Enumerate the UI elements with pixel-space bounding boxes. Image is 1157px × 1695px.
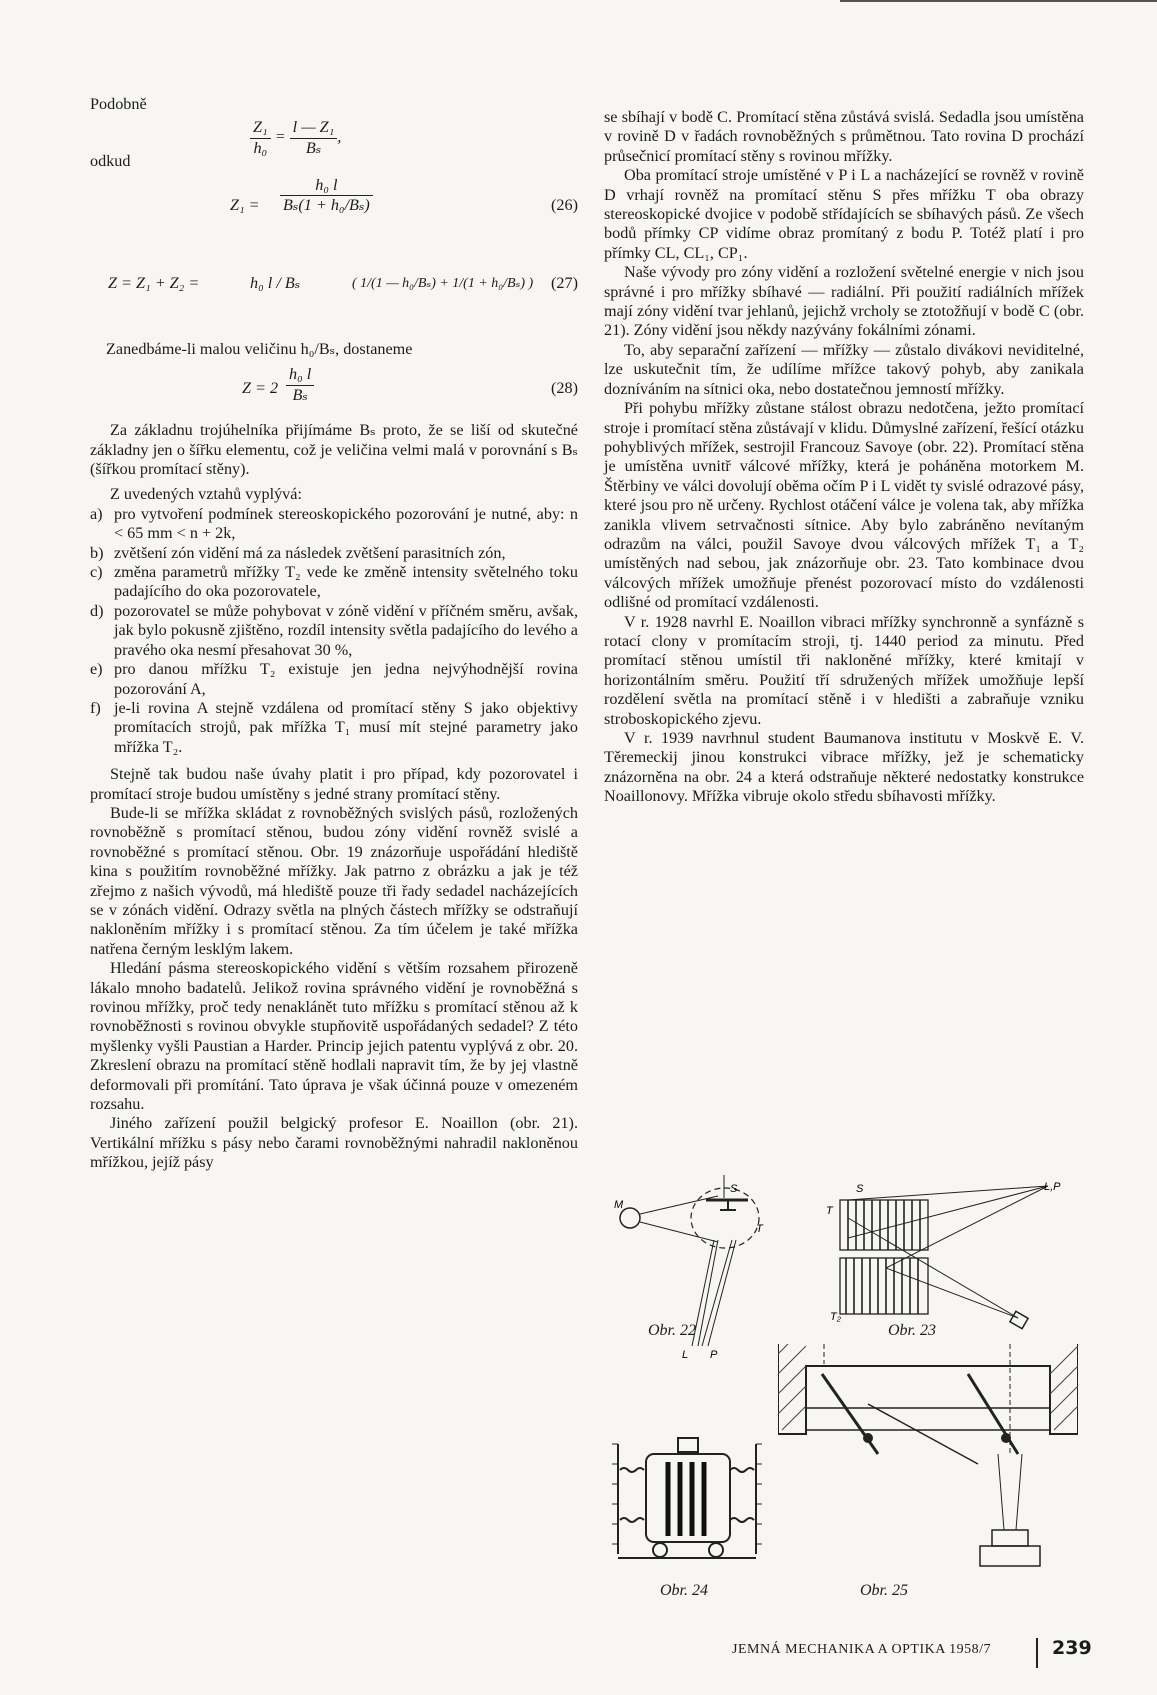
- eq-lhs-den: h₀: [253, 138, 268, 157]
- page-number: 239: [1052, 1637, 1092, 1659]
- paragraph-pohyb: Při pohybu mřížky zůstane stálost obrazu nedotčena, ježto promítací stroje i promítací stěna zůstávají v klidu. Důmyslné zařízení, řešící otázku pohyblivých mřížek, sestrojil Francouz Savoye (obr. 22). Promítací stěna je umístěna uvnitř válcové mřížky, která je poháněna motorkem M. Štěrbiny ve válci dovolují oběma očím P i L vidět ty svislé odrazové pásy, které jsou pro ně určeny. Rychlost otáčení válce je volena tak, aby mřížka zanikla vlivem setrvačnosti sítnice. Aby bylo zabráněno nevítaným odrazům na válci, použil Savoye dvou válcových mřížek T₁ a T₂ umístěných nad sebou, jak znázorňuje obr. 23. Tato kombinace dvou válcových mřížek umožňuje přenést pozorovací místo do vzdálenosti odlišné od promítací vzdálenosti.: [604, 399, 1084, 612]
- equation-z1-ratio: $\frac{\text{Z₁}}{\text{h₀}}$ = $\frac{\text{l — Z₁}}{\text{Bₛ}}$ ,: [250, 118, 578, 166]
- figure-22-diagram: [610, 1170, 810, 1360]
- paragraph-1939: V r. 1939 navrhnul student Baumanova institutu v Moskvě E. V. Těremeckij jinou konstrukci vibrace mřížky, jež je schematicky znázorněna na obr. 24 a která odstraňuje některé nedostatky konstrukce Noaillonovy. Mřížka vibruje okolo středu sbíhavosti mřížky.: [604, 729, 1084, 806]
- paragraph-vyplyva: Z uvedených vztahů vyplývá:: [110, 485, 302, 504]
- paragraph-stejne: Stejně tak budou naše úvahy platit i pro případ, kdy pozorovatel i promítací stroje budou umístěny s jedné strany promítací stěny.: [90, 765, 578, 803]
- paragraph-jineho: Jiného zařízení použil belgický profesor E. Noaillon (obr. 21). Vertikální mřížku s pásy nebo čarami rovnoběžnými nahradil nakloněnou mřížkou, jejíž pásy: [90, 1114, 578, 1172]
- eq28-den: Bₛ: [292, 385, 308, 404]
- list-item: c) změna parametrů mřížky T₂ vede ke změně intensity světelného toku padajícího do oka pozorovatele,: [90, 563, 578, 601]
- eq27-pre: h₀ l / Bₛ: [250, 273, 301, 292]
- list-item: f) je-li rovina A stejně vzdálena od promítací stěny S jako objektivy promítacích strojů, pak mřížka T₁ musí mít stejné parametry jako mřížka T₂.: [90, 698, 578, 756]
- eq27-lhs: Z = Z₁ + Z₂ =: [108, 273, 200, 292]
- paragraph-bude-li: Bude-li se mřížka skládat z rovnoběžných svislých pásů, rozložených rovnoběžně s promítací stěnou, budou zóny vidění rovněž svislé a rovnoběžné s promítací stěnou. Obr. 19 znázorňuje uspořádání hlediště kina s použitím rovnoběžné mřížky. Jak patrno z obrázku a jak je též zřejmo z našich vývodů, má hlediště pouze tři řady sedadel nacházejících se v zónách vidění. Odrazy světla na plných částech mřížky se odstraňují nakloněním mřížky i s promítací stěnou. Za tím účelem je také mřížka natřena černým lesklým lakem.: [90, 803, 578, 958]
- paragraph-oba-stroje: Oba promítací stroje umístěné v P i L a nacházející se rovněž v rovině D vrhají rovněž na promítací stěnu S přes mřížku T oba obrazy stereoskopické dvojice v podobě střídajících se sbíhavých pásů. Ze všech bodů přímky CP vidíme obraz promítaný z bodu P. Totéž platí i pro přímky CL, CL₁, CP₁.: [604, 166, 1084, 262]
- fig22-label-s: S: [730, 1183, 738, 1195]
- eq27-number: (27): [551, 273, 578, 292]
- eq27-body: ( 1/(1 — h₀/Bₛ) + 1/(1 + h₀/Bₛ) ): [352, 275, 534, 291]
- equation-26: [90, 176, 578, 244]
- list-item: d) pozorovatel se může pohybovat v zóně vidění v příčném směru, avšak, jak bylo pokusně zjištěno, rozdíl intensity světla padajícího do levého a pravého oka nesmí přesahovat 30 %,: [90, 601, 578, 659]
- odkud-text: odkud: [90, 152, 131, 171]
- equation-28: [90, 365, 578, 415]
- figure-22-caption: Obr. 22: [648, 1322, 697, 1339]
- zanedbame-text: Zanedbáme-li malou veličinu h₀/Bₛ, dostaneme: [106, 339, 413, 358]
- figure-23-caption: Obr. 23: [888, 1322, 937, 1339]
- eq26-lhs: Z₁ =: [230, 195, 260, 214]
- fig23-label-t2: T₂: [830, 1311, 841, 1323]
- podobne-text: Podobně: [90, 95, 147, 113]
- conclusions-list: [90, 505, 578, 757]
- figure-25-diagram: [778, 1344, 1078, 1574]
- eq-rhs-num: l — Z₁: [290, 118, 338, 138]
- equation-27: [90, 250, 578, 330]
- fig23-label-lp: L,P: [1044, 1181, 1061, 1193]
- list-item: b) zvětšení zón vidění má za následek zvětšení parasitních zón,: [90, 543, 506, 562]
- paragraph-sbihaji: se sbíhají v bodě C. Promítací stěna zůstává svislá. Sedadla jsou umístěna v rovině D v řadách rovnoběžných s průmětnou. Tato rovina D prochází průsečnicí promítací stěny s rovinou mřížky.: [604, 108, 1084, 165]
- fig23-label-s: S: [856, 1183, 864, 1195]
- right-column: [604, 108, 1084, 807]
- eq26-num: h₀ l: [280, 176, 373, 196]
- figure-23-diagram: [826, 1178, 1074, 1338]
- fig22-label-m: M: [614, 1199, 624, 1211]
- fig22-label-p: P: [710, 1349, 718, 1360]
- eq-rhs-den: Bₛ: [305, 138, 322, 157]
- paragraph-hledani: Hledání pásma stereoskopického vidění s větším rozsahem přirozeně lákalo mnoho badatelů. Jelikož rovina správného vidění je rovnoběžná s rovinou mřížky, proč tedy nenaklánět tuto mřížku s promítací stěnou až k rovnoběžnosti s rovinou obvykle stupňovitě uspořádaných sedadel? Z této myšlenky vyšli Paustian a Harder. Princip jejich patentu vyplývá z obr. 20. Zkreslení obrazu na promítací stěně hodlali napravit tím, že by jej vlastně deformovali při promítání. Tato úprava je však účinná pouze v omezeném rozsahu.: [90, 959, 578, 1114]
- eq-lhs-num: Z₁: [250, 118, 271, 138]
- left-column: [90, 95, 578, 1173]
- journal-footer: JEMNÁ MECHANIKA A OPTIKA 1958/7: [732, 1642, 991, 1657]
- footer-separator: [1036, 1638, 1038, 1668]
- list-item: e) pro danou mřížku T₂ existuje jen jedna nejvýhodnější rovina pozorování A,: [90, 660, 578, 698]
- eq28-lhs: Z = 2: [242, 379, 279, 398]
- eq28-num: h₀ l: [286, 365, 314, 385]
- figure-24-diagram: [612, 1424, 762, 1564]
- paragraph-zakladna: Za základnu trojúhelníka přijímáme Bₛ proto, že se liší od skutečné základny jen o šířku elementu, což je veličina velmi malá v porovnání s Bₛ (šířkou promítací stěny).: [90, 421, 578, 479]
- eq28-number: (28): [551, 379, 578, 398]
- eq26-den: Bₛ(1 + h₀/Bₛ): [283, 196, 370, 215]
- paragraph-nase-vyvody: Naše vývody pro zóny vidění a rozložení světelné energie v nich jsou správné i pro mřížky sbíhavé — radiální. Při použití radiálních mřížek mají zóny vidění tvar jehlanů, jejichž vrcholy se ztotožňují v bodě C (obr. 21). Zóny vidění jsou někdy nazývány fokálními zónami.: [604, 263, 1084, 340]
- top-rule: [840, 0, 1157, 2]
- list-item: a) pro vytvoření podmínek stereoskopického pozorování je nutné, aby: n < 65 mm < n + 2k,: [90, 504, 578, 543]
- eq26-number: (26): [551, 195, 578, 214]
- figure-25-caption: Obr. 25: [860, 1582, 909, 1599]
- fig22-label-l: L: [682, 1349, 689, 1360]
- paragraph-separacni: To, aby separační zařízení — mřížky — zůstalo divákovi neviditelné, lze uskutečnit tím, že udílíme mřížce takový pohyb, aby zanikala dozníváním na sítnici oka, nebo dostatečnou jemností mřížky.: [604, 340, 1084, 398]
- figure-24-caption: Obr. 24: [660, 1582, 709, 1599]
- fig22-label-t: T: [756, 1223, 763, 1235]
- paragraph-1928: V r. 1928 navrhl E. Noaillon vibraci mřížky synchronně a synfázně s rotací clony v promítacím stroji, tj. 1440 period za minutu. Před promítací stěnou umístil tři nakloněné mřížky, které kmitají v horizontálním směru. Použití tří sdružených mřížek umožňuje lepší rozdělení světla na promítací stěně i v hledišti a zabraňuje vzniku stroboskopického zjevu.: [604, 612, 1084, 728]
- fig23-label-t: T: [826, 1205, 833, 1217]
